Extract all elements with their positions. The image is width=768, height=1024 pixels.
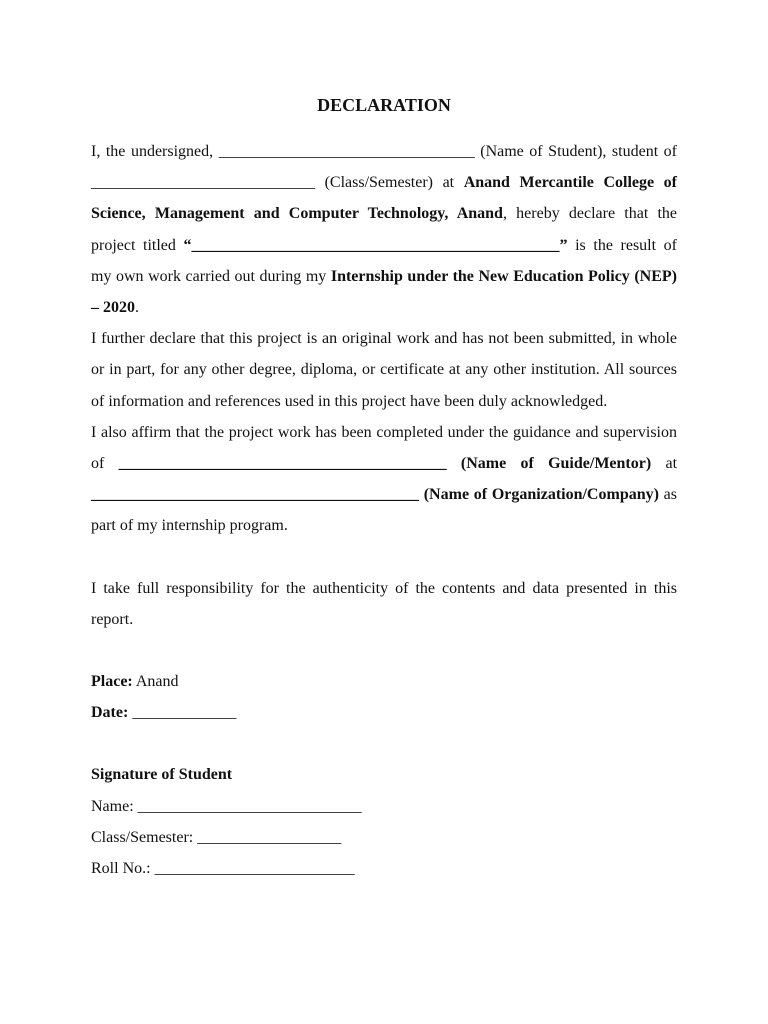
date-blank: _____________ [128,704,237,722]
page-title: DECLARATION [317,95,451,115]
project-title-blank: “______________________________________________” [183,236,568,254]
internship-program: Internship under the New Education Policy (NEP) – 2020 [91,267,678,317]
class-semester-blank: ____________________________ [91,174,315,192]
text-segment: is the result of my own work carried out during my [91,236,678,285]
signature-heading: Signature of Student [91,766,233,784]
guide-mentor-blank: _________________________________________ (Name of Guide/Mentor) [118,455,652,473]
declaration-paragraph-3 [91,417,677,542]
text-segment: (Name of Student), student of [474,143,678,160]
organization-blank: _________________________________________ (Name of Organization/Company) [91,486,659,504]
date-line [91,697,677,728]
text-segment: I, the undersigned, [91,143,219,160]
place-label: Place: [91,673,133,691]
text-segment: . [135,299,139,317]
text-segment: I also affirm that the project work has been completed under the guidance and supervision of [91,423,677,473]
spacer [91,728,677,759]
spacer [91,542,677,573]
declaration-paragraph-4: I take full responsibility for the authenticity of the contents and data presented in this report. [91,579,677,628]
signature-roll-line: Roll No.: _________________________ [91,860,355,878]
place-line [91,666,677,697]
signature-class-line: Class/Semester: __________________ [91,828,342,846]
date-label: Date: [91,704,129,722]
spacer [91,635,677,666]
signature-name-line: Name: ____________________________ [91,797,362,815]
student-name-blank: ________________________________ [218,143,475,160]
college-name: Anand Mercantile College of Science, Management and Computer Technology, Anand [91,174,677,223]
text-segment: at [651,455,678,473]
text-segment: , hereby declare that the project titled [91,205,678,254]
text-segment: as part of my internship program. [91,486,677,535]
declaration-paragraph-2: I further declare that this project is an original work and has not been submitted, in whole or in part, for any other degree, diploma, or certificate at any other institution. All sources of information and references used in this project have been duly acknowledged. [91,330,677,410]
declaration-paragraph-1 [91,136,677,323]
place-value: Anand [132,673,179,691]
text-segment: (Class/Semester) at [315,174,464,192]
